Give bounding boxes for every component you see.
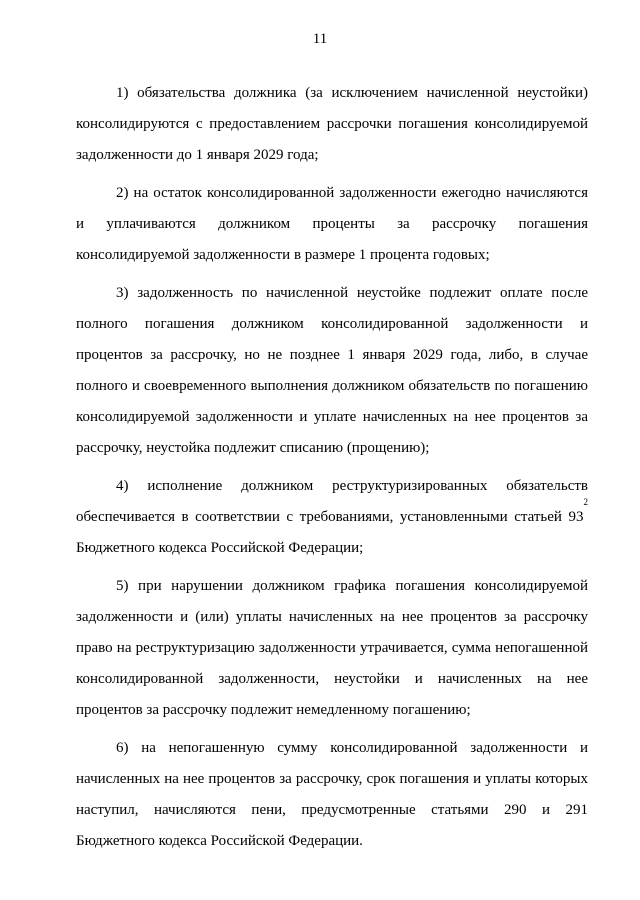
paragraph-line: задолженности и (или) уплаты начисленных на нее процентов за рассрочку <box>76 609 588 625</box>
paragraph-line: 4) исполнение должником реструктуризированных обязательств <box>116 478 588 494</box>
paragraph-4 <box>76 471 588 564</box>
paragraph-5 <box>76 571 588 726</box>
paragraph-line: 2) на остаток консолидированной задолженности ежегодно начисляются <box>116 185 588 201</box>
paragraph-line-with-superscript <box>76 497 588 533</box>
paragraph-line: консолидируются с предоставлением рассрочки погашения консолидируемой <box>76 116 588 132</box>
paragraph-line: консолидируемой задолженности и уплате начисленных на нее процентов за <box>76 409 588 425</box>
paragraph-line-text: обеспечивается в соответствии с требованиями, установленными статьей 93 <box>76 509 584 525</box>
paragraph-line: полного погашения должником консолидированной задолженности и <box>76 316 588 332</box>
paragraph-line: Бюджетного кодекса Российской Федерации. <box>76 833 363 849</box>
paragraph-3 <box>76 278 588 464</box>
paragraph-line: задолженности до 1 января 2029 года; <box>76 147 319 163</box>
paragraph-line: полного и своевременного выполнения должником обязательств по погашению <box>76 378 588 394</box>
paragraph-line: право на реструктуризацию задолженности утрачивается, сумма непогашенной <box>76 640 588 656</box>
document-body <box>76 78 588 864</box>
paragraph-line: консолидируемой задолженности в размере 1 процента годовых; <box>76 247 490 263</box>
paragraph-line: процентов за рассрочку подлежит немедленному погашению; <box>76 702 471 718</box>
paragraph-line: 5) при нарушении должником графика погашения консолидируемой <box>116 578 588 594</box>
paragraph-line: рассрочку, неустойка подлежит списанию (прощению); <box>76 440 430 456</box>
paragraph-line: консолидированной задолженности, неустойки и начисленных на нее <box>76 671 588 687</box>
paragraph-line: 6) на непогашенную сумму консолидированной задолженности и <box>116 740 588 756</box>
paragraph-line: наступил, начисляются пени, предусмотренные статьями 290 и 291 <box>76 802 588 818</box>
paragraph-2 <box>76 178 588 271</box>
paragraph-line: Бюджетного кодекса Российской Федерации; <box>76 540 364 556</box>
paragraph-line: начисленных на нее процентов за рассрочку, срок погашения и уплаты которых <box>76 771 588 787</box>
paragraph-6 <box>76 733 588 857</box>
paragraph-line: 3) задолженность по начисленной неустойке подлежит оплате после <box>116 285 588 301</box>
paragraph-line: 1) обязательства должника (за исключением начисленной неустойки) <box>116 85 588 101</box>
superscript: 2 <box>583 497 588 507</box>
paragraph-1 <box>76 78 588 171</box>
page-number: 11 <box>312 31 328 47</box>
paragraph-line: и уплачиваются должником проценты за рассрочку погашения <box>76 216 588 232</box>
paragraph-line: процентов за рассрочку, но не позднее 1 января 2029 года, либо, в случае <box>76 347 588 363</box>
